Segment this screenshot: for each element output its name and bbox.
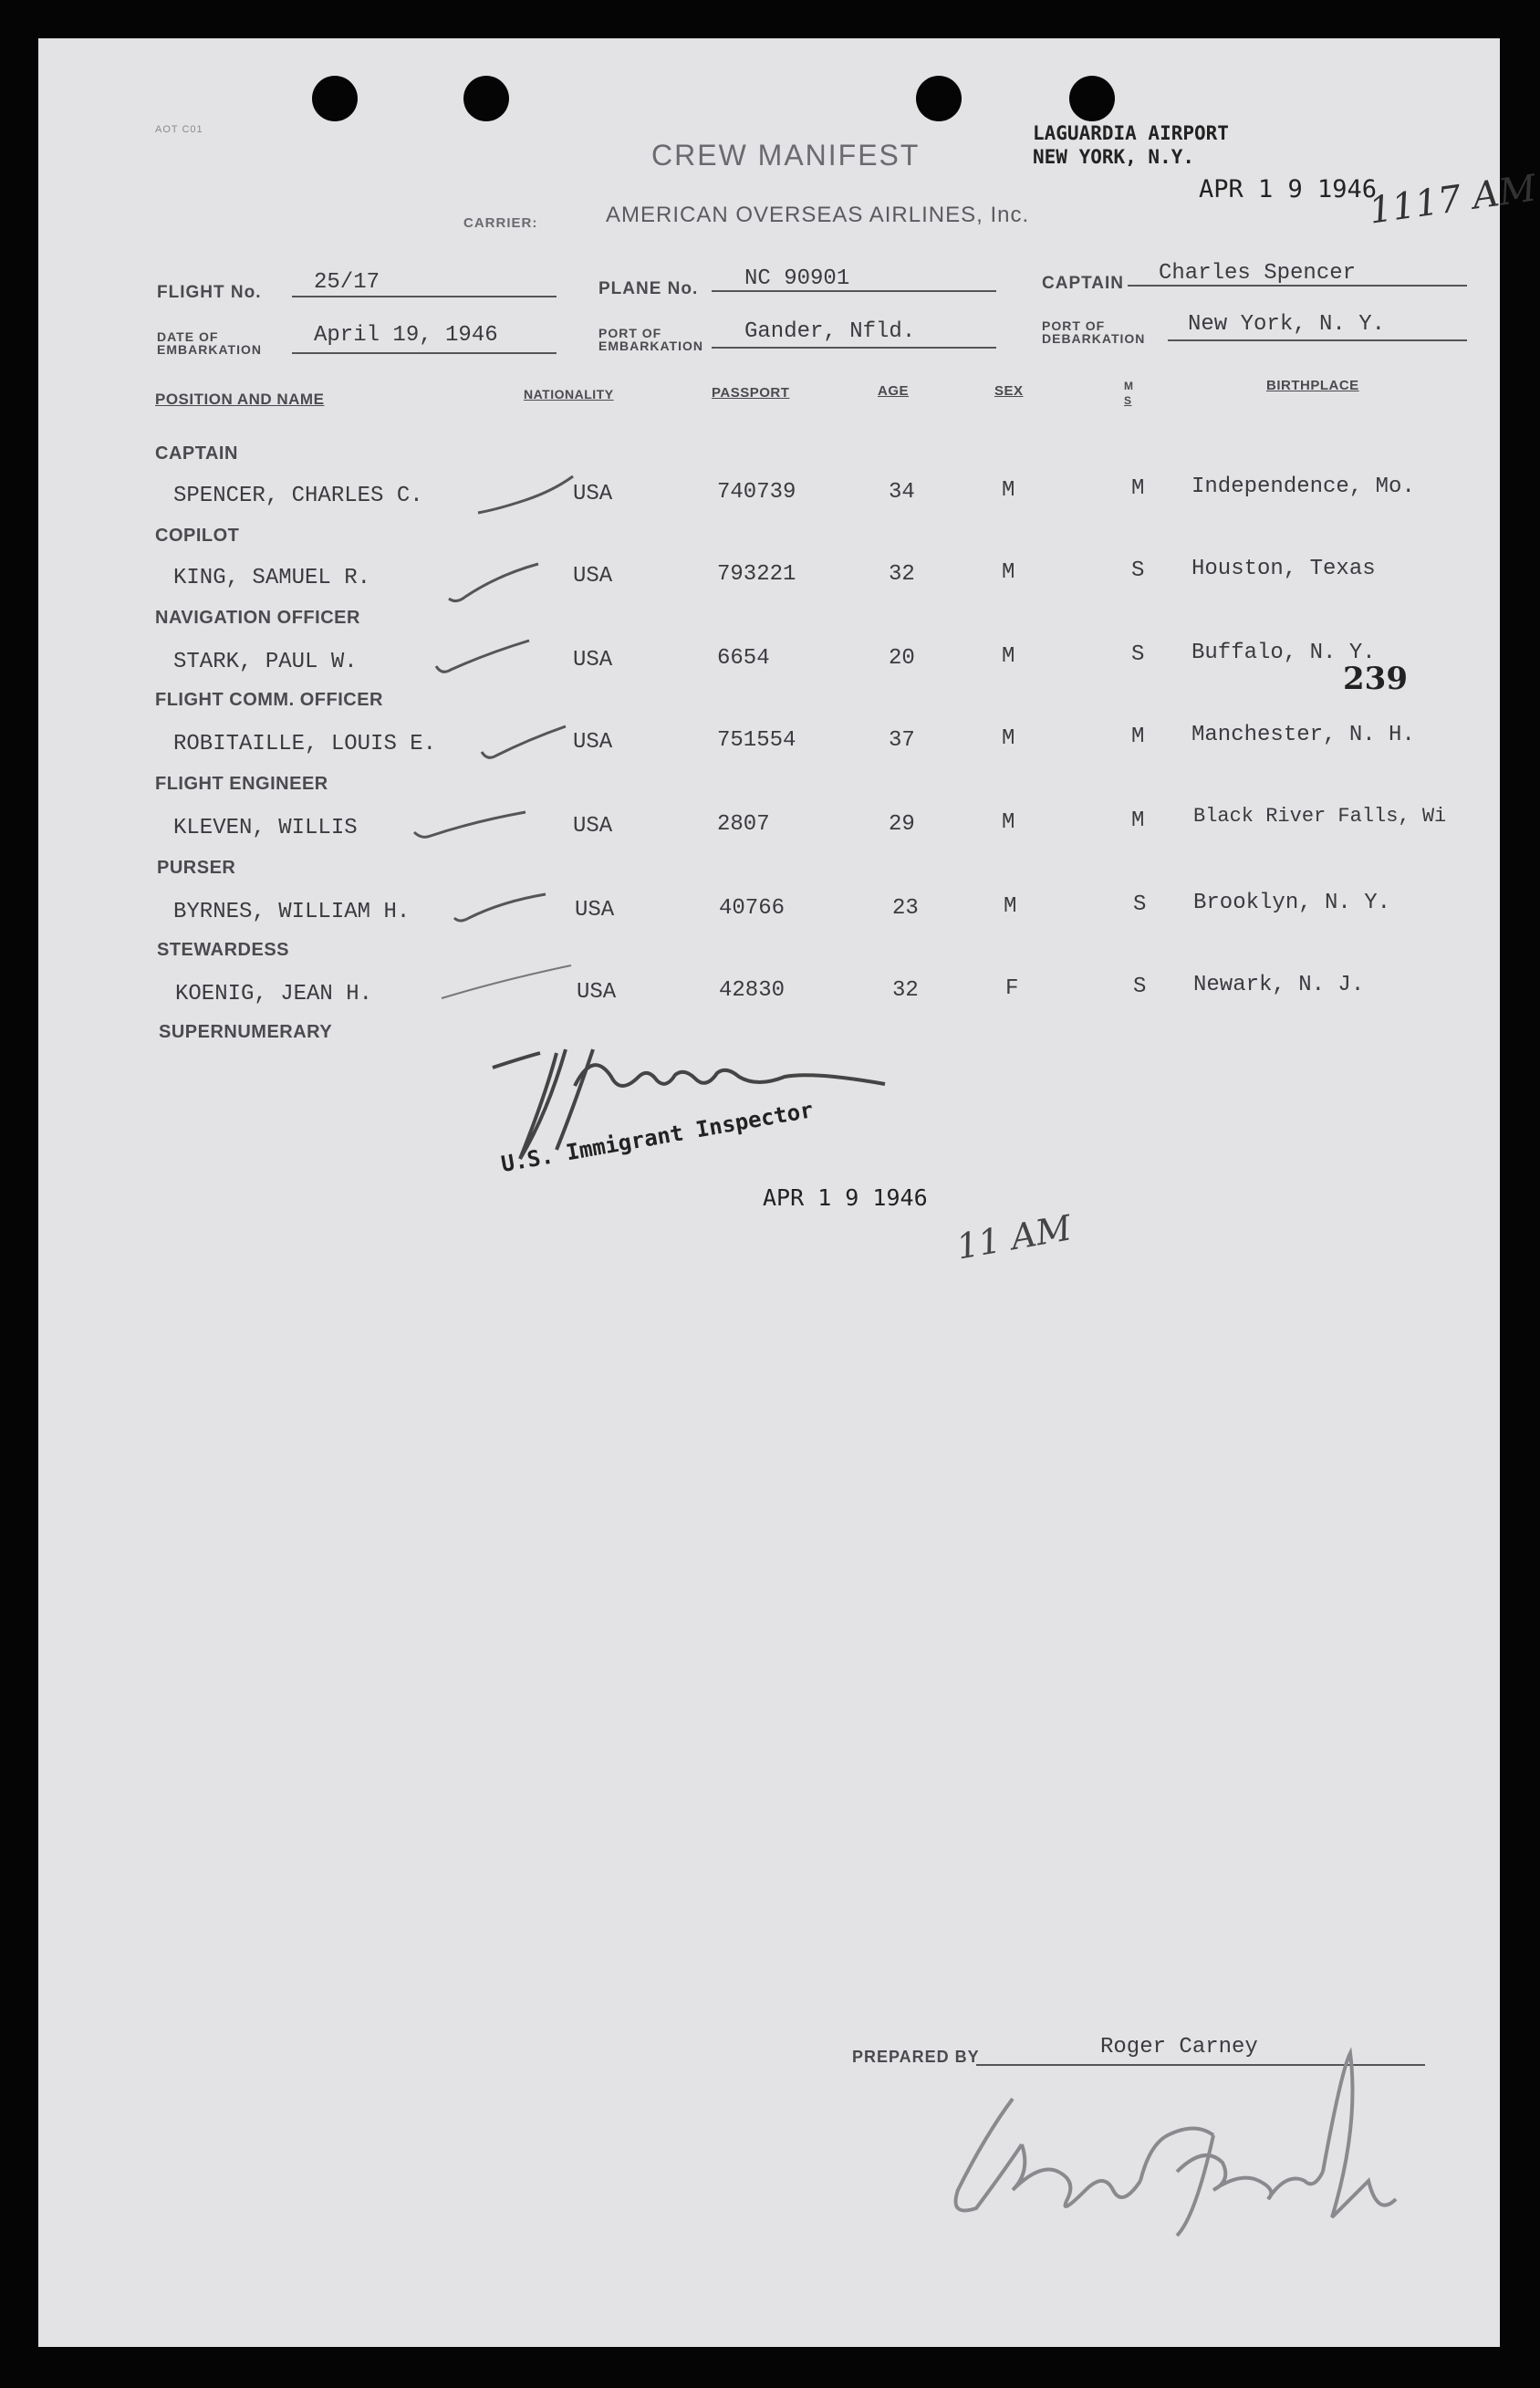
- position-label: COPILOT: [155, 526, 240, 546]
- captain-value: Charles Spencer: [1159, 261, 1357, 286]
- check-mark-icon: [432, 635, 533, 681]
- crew-passport: 740739: [717, 480, 796, 505]
- crew-nationality: USA: [573, 730, 613, 755]
- date-value: April 19, 1946: [314, 323, 498, 348]
- crew-name: KLEVEN, WILLIS: [173, 816, 358, 840]
- crew-age: 20: [889, 646, 915, 671]
- captain-signature: [921, 2035, 1432, 2245]
- position-label: STEWARDESS: [157, 940, 290, 960]
- crew-age: 32: [892, 978, 919, 1003]
- crew-marital: M: [1131, 476, 1145, 501]
- crew-age: 23: [892, 896, 919, 921]
- crew-birthplace: Houston, Texas: [1191, 557, 1376, 581]
- flight-no-value: 25/17: [314, 270, 380, 295]
- check-mark-icon: [411, 803, 529, 849]
- crew-name: SPENCER, CHARLES C.: [173, 484, 423, 508]
- prepared-by-label: PREPARED BY: [852, 2048, 980, 2066]
- crew-birthplace: Manchester, N. H.: [1191, 723, 1415, 747]
- check-mark-icon: [443, 557, 544, 611]
- crew-sex: M: [1004, 894, 1017, 919]
- page-title: CREW MANIFEST: [651, 139, 921, 172]
- col-birthplace: BIRTHPLACE: [1266, 378, 1359, 393]
- position-label: PURSER: [157, 858, 236, 878]
- crew-marital: S: [1133, 975, 1147, 999]
- col-marital-s: S: [1124, 394, 1132, 407]
- crew-passport: 751554: [717, 728, 796, 753]
- col-age: AGE: [878, 383, 910, 399]
- check-mark-icon: [478, 723, 569, 768]
- date-stamp: APR 1 9 1946: [1199, 175, 1378, 203]
- flight-no-underline: [292, 296, 557, 297]
- port-emb-value: Gander, Nfld.: [744, 319, 916, 344]
- crew-sex: F: [1005, 976, 1019, 1001]
- crew-name: BYRNES, WILLIAM H.: [173, 900, 411, 924]
- crew-birthplace: Newark, N. J.: [1193, 973, 1365, 997]
- flight-no-label: FLIGHT No.: [157, 283, 262, 302]
- crew-age: 37: [889, 728, 915, 753]
- port-emb-label-2: EMBARKATION: [598, 339, 703, 353]
- inspector-time-note: 11 AM: [953, 1207, 1075, 1267]
- handwritten-time: 1117 AM: [1366, 167, 1539, 233]
- crew-passport: 2807: [717, 812, 770, 837]
- crew-name: KING, SAMUEL R.: [173, 566, 371, 590]
- date-label-2: EMBARKATION: [157, 342, 262, 357]
- crew-passport: 6654: [717, 646, 770, 671]
- col-marital-m: M: [1124, 380, 1134, 392]
- crew-passport: 40766: [719, 896, 786, 921]
- col-nationality: NATIONALITY: [524, 387, 614, 401]
- check-mark-icon: [438, 960, 575, 1006]
- check-mark-icon: [451, 885, 551, 931]
- col-sex: SEX: [994, 383, 1024, 399]
- captain-underline: [1128, 285, 1467, 287]
- crew-sex: M: [1002, 478, 1015, 503]
- crew-marital: S: [1133, 892, 1147, 917]
- position-label: FLIGHT ENGINEER: [155, 774, 328, 794]
- port-emb-underline: [712, 347, 996, 349]
- crew-birthplace: Buffalo, N. Y.: [1191, 641, 1376, 665]
- plane-no-value: NC 90901: [744, 266, 850, 291]
- col-passport: PASSPORT: [712, 385, 790, 401]
- carrier-name: AMERICAN OVERSEAS AIRLINES, Inc.: [606, 203, 1030, 227]
- crew-nationality: USA: [573, 564, 613, 589]
- crew-name: STARK, PAUL W.: [173, 650, 358, 674]
- plane-no-underline: [712, 290, 996, 292]
- crew-birthplace: Black River Falls, Wi: [1193, 805, 1447, 828]
- crew-nationality: USA: [577, 980, 617, 1005]
- crew-marital: M: [1131, 725, 1145, 749]
- port-emb-label-1: PORT OF: [598, 326, 662, 340]
- punch-hole: [1069, 76, 1115, 121]
- inspector-title: U.S. Immigrant Inspector: [499, 1097, 816, 1177]
- crew-sex: M: [1002, 644, 1015, 669]
- inspector-date: APR 1 9 1946: [763, 1184, 928, 1211]
- crew-age: 34: [889, 480, 915, 505]
- crew-passport: 42830: [719, 978, 786, 1003]
- check-mark-icon: [471, 467, 580, 522]
- crew-marital: S: [1131, 558, 1145, 583]
- crew-sex: M: [1002, 560, 1015, 585]
- captain-label: CAPTAIN: [1042, 274, 1125, 293]
- crew-sex: M: [1002, 726, 1015, 751]
- form-code: AOT C01: [155, 124, 203, 135]
- col-position: POSITION AND NAME: [155, 391, 325, 408]
- punch-hole: [312, 76, 358, 121]
- punch-hole: [463, 76, 509, 121]
- plane-no-label: PLANE No.: [598, 279, 699, 298]
- crew-marital: S: [1131, 642, 1145, 667]
- date-label-1: DATE OF: [157, 329, 219, 344]
- port-dis-label-2: DEBARKATION: [1042, 331, 1146, 346]
- carrier-label: CARRIER:: [463, 215, 538, 231]
- crew-birthplace: Independence, Mo.: [1191, 474, 1415, 499]
- crew-passport: 793221: [717, 562, 796, 587]
- crew-nationality: USA: [575, 898, 615, 923]
- position-label: FLIGHT COMM. OFFICER: [155, 690, 383, 710]
- crew-birthplace: Brooklyn, N. Y.: [1193, 891, 1391, 915]
- crew-name: ROBITAILLE, LOUIS E.: [173, 732, 437, 756]
- position-label: CAPTAIN: [155, 443, 238, 464]
- crew-sex: M: [1002, 810, 1015, 835]
- crew-marital: M: [1131, 808, 1145, 833]
- supernumerary-label: SUPERNUMERARY: [159, 1022, 333, 1042]
- crew-nationality: USA: [573, 648, 613, 673]
- port-dis-value: New York, N. Y.: [1188, 312, 1386, 337]
- crew-age: 29: [889, 812, 915, 837]
- crew-age: 32: [889, 562, 915, 587]
- airport-stamp-line1: LAGUARDIA AIRPORT: [1033, 122, 1229, 144]
- crew-nationality: USA: [573, 814, 613, 839]
- prepared-by-value: Roger Carney: [1100, 2035, 1258, 2060]
- port-dis-label-1: PORT OF: [1042, 318, 1106, 333]
- page-number: 239: [1343, 661, 1408, 697]
- position-label: NAVIGATION OFFICER: [155, 608, 360, 628]
- date-underline: [292, 352, 557, 354]
- punch-hole: [916, 76, 962, 121]
- port-dis-underline: [1168, 339, 1467, 341]
- airport-stamp-line2: NEW YORK, N.Y.: [1033, 146, 1195, 168]
- crew-name: KOENIG, JEAN H.: [175, 982, 373, 1006]
- crew-nationality: USA: [573, 482, 613, 506]
